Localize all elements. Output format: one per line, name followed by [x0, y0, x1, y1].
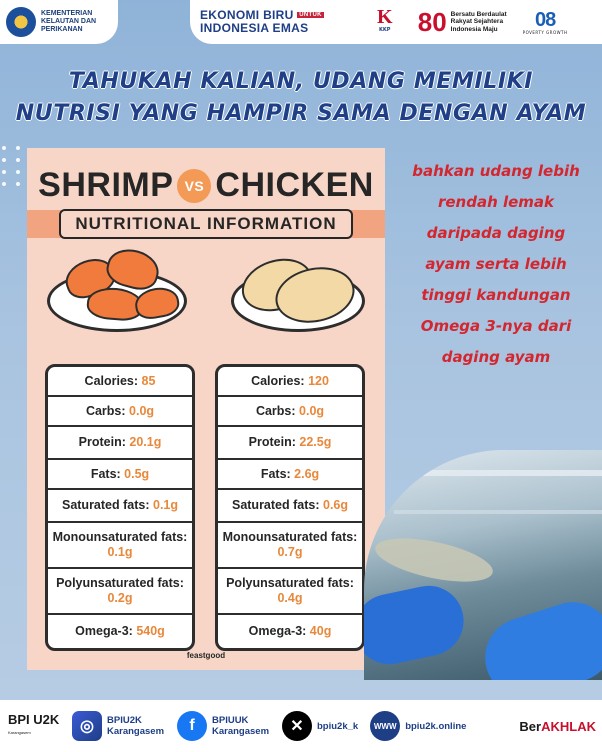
- shrimp-photo-subject: [372, 530, 497, 590]
- headline-line2: NUTRISI YANG HAMPIR SAMA DENGAN AYAM: [15, 101, 587, 126]
- side-text-line: tinggi kandungan: [421, 286, 571, 304]
- vs-badge: VS: [177, 169, 211, 203]
- infographic-card: [27, 148, 385, 670]
- table-row: Calories: 85: [48, 367, 192, 397]
- kkp-badge-text: KKP: [379, 27, 391, 33]
- shrimp-handling-photo: [364, 450, 602, 680]
- table-row: Omega-3: 540g: [75, 624, 165, 638]
- web-label: bpiu2k.online: [405, 720, 467, 732]
- side-text-line: rendah lemak: [437, 193, 555, 211]
- title-shrimp: SHRIMP: [38, 166, 174, 204]
- header-bar: [0, 0, 602, 46]
- ekonomi-line2: INDONESIA EMAS: [200, 21, 309, 36]
- bpiu-logo: [8, 713, 60, 739]
- footer-bar: [0, 700, 602, 752]
- side-text-line: ayam serta lebih: [425, 255, 567, 273]
- card-title: [27, 166, 385, 205]
- blue-glove: [364, 579, 470, 670]
- blue-glove: [475, 592, 602, 680]
- kkp-pill: [0, 0, 118, 44]
- ekonomi-biru-logo: [200, 9, 324, 35]
- akhlak-red: AKHLAK: [541, 718, 596, 734]
- www-icon: WWW: [370, 711, 400, 741]
- table-row: Polyunsaturated fats: 0.4g: [218, 569, 362, 615]
- kkp-text: [41, 10, 96, 34]
- table-row: Saturated fats: 0.6g: [218, 490, 362, 523]
- table-row: Monounsaturated fats: 0.7g: [218, 523, 362, 569]
- table-row: Carbs: 0.0g: [48, 397, 192, 427]
- x-label: bpiu2k_k: [317, 720, 359, 732]
- facebook-icon: f: [177, 711, 207, 741]
- title-chicken: CHICKEN: [215, 166, 374, 204]
- shrimp-nutrition-table: [45, 364, 195, 651]
- subtitle-band: [27, 210, 385, 238]
- web-link[interactable]: [370, 711, 466, 741]
- table-row: Monounsaturated fats: 0.1g: [48, 523, 192, 569]
- akhlak-ber: Ber: [519, 718, 542, 734]
- kkp-badge-logo: K KKP: [376, 6, 393, 33]
- table-row: Polyunsaturated fats: 0.2g: [48, 569, 192, 615]
- kkp-text-line3: PERIKANAN: [41, 26, 83, 33]
- ekonomi-untuk: UNTUK: [299, 12, 322, 19]
- instagram-label: BPIU2K Karangasem: [107, 715, 165, 737]
- instagram-link[interactable]: [72, 711, 165, 741]
- eighty-logo: 80: [417, 7, 447, 37]
- chicken-nutrition-table: [215, 364, 365, 651]
- table-row: Protein: 20.1g: [48, 427, 192, 460]
- table-row: Protein: 22.5g: [218, 427, 362, 460]
- o8-sub: POVERTY GROWTH: [522, 29, 568, 35]
- bpiu-text: BPI U2K: [8, 712, 60, 727]
- eighty-tagline: Bersatu Berdaulat Rakyat Sejahtera Indonesia Maju: [450, 10, 507, 33]
- kkp-logo: [6, 7, 36, 37]
- side-text-line: Omega 3-nya dari: [420, 317, 572, 335]
- side-text-line: daripada daging: [426, 224, 566, 242]
- table-row: Carbs: 0.0g: [218, 397, 362, 427]
- side-text-line: bahkan udang lebih: [412, 162, 580, 180]
- o8-logo: [523, 10, 568, 35]
- x-link[interactable]: [282, 711, 358, 741]
- x-icon: ✕: [282, 711, 312, 741]
- headline-line1: TAHUKAH KALIAN, UDANG MEMILIKI: [68, 69, 534, 94]
- facebook-label: BPIUUK Karangasem: [212, 715, 270, 737]
- kkp-text-line1: KEMENTERIAN: [41, 10, 93, 17]
- side-text-line: daging ayam: [441, 348, 551, 366]
- ekonomi-line1: EKONOMI BIRU: [200, 7, 294, 22]
- headline: [0, 66, 602, 130]
- table-row: Calories: 120: [218, 367, 362, 397]
- campaign-logos-pill: [190, 0, 602, 44]
- decorative-dots: [2, 146, 20, 186]
- table-row: Fats: 2.6g: [218, 460, 362, 490]
- instagram-icon: ◎: [72, 711, 102, 741]
- o8-number: 08: [534, 8, 556, 31]
- feastgood-brand: feastgood: [186, 651, 226, 660]
- facebook-link[interactable]: [177, 711, 270, 741]
- table-row: Saturated fats: 0.1g: [48, 490, 192, 523]
- kkp-text-line2: KELAUTAN DAN: [41, 18, 97, 25]
- subtitle: NUTRITIONAL INFORMATION: [59, 209, 352, 239]
- bpiu-sub: Karangasem: [8, 730, 31, 735]
- table-row: Omega-3: 40g: [248, 624, 332, 638]
- table-row: Fats: 0.5g: [48, 460, 192, 490]
- berakhlak-logo: [519, 719, 596, 734]
- side-text: [396, 156, 596, 373]
